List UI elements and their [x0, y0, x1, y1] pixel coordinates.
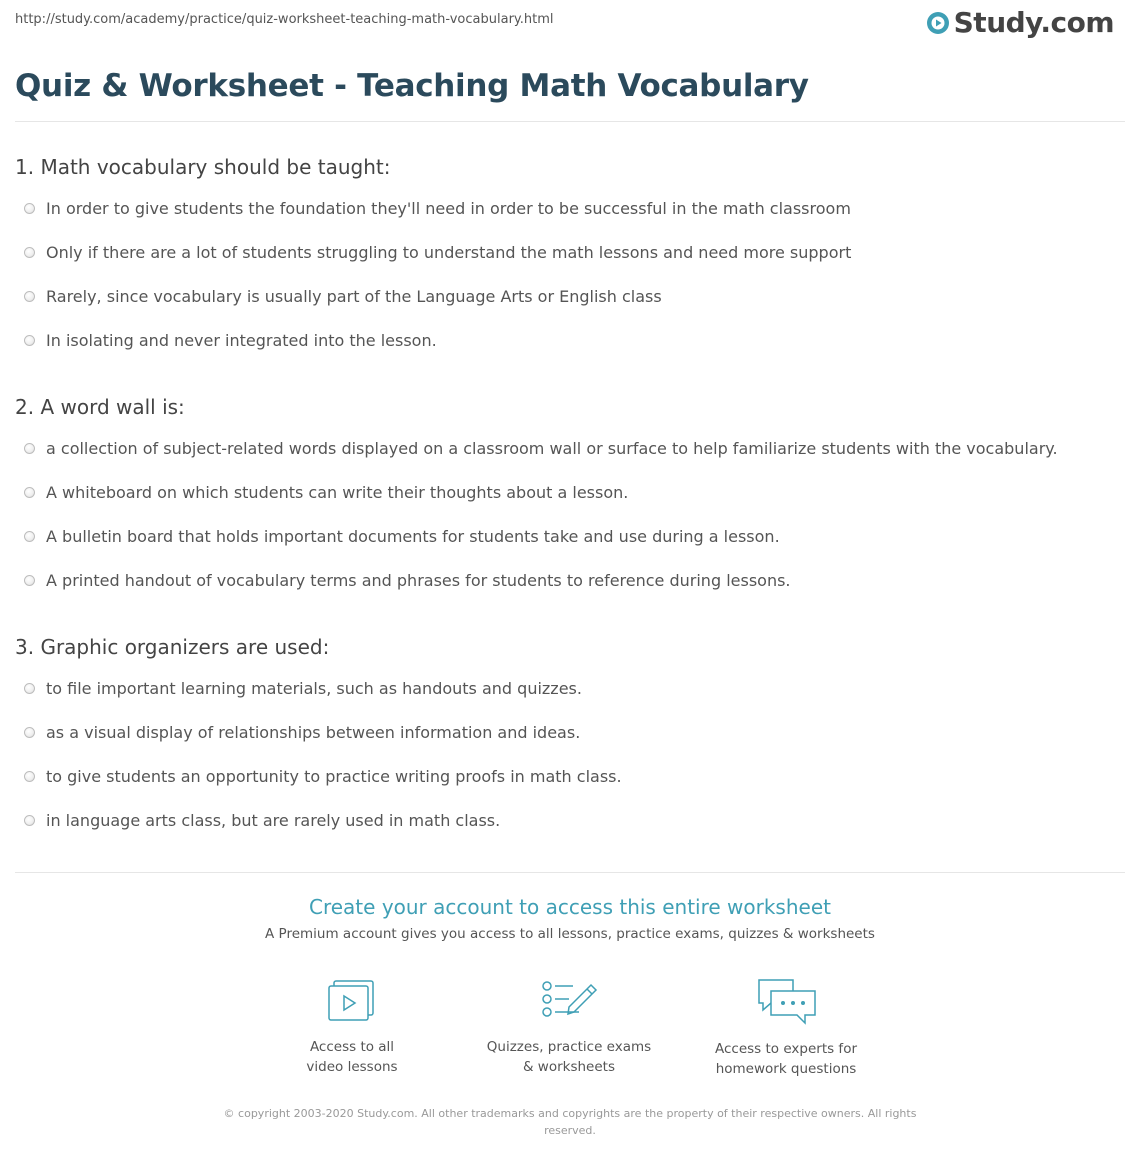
answer-option[interactable]: [24, 439, 1058, 458]
radio-button[interactable]: [24, 335, 35, 346]
radio-button[interactable]: [24, 203, 35, 214]
answer-option[interactable]: [24, 483, 628, 502]
feature-label: Quizzes, practice exams & worksheets: [486, 1039, 652, 1075]
answer-text: A whiteboard on which students can write their thoughts about a lesson.: [46, 483, 629, 502]
video-lessons-icon: [325, 977, 379, 1025]
chat-bubbles-icon: [753, 977, 819, 1027]
answer-option[interactable]: [24, 571, 791, 590]
radio-button[interactable]: [24, 247, 35, 258]
question-3-title: 3. Graphic organizers are used:: [15, 635, 330, 659]
checklist-pencil-icon: [539, 977, 599, 1025]
radio-button[interactable]: [24, 531, 35, 542]
title-divider: [15, 121, 1125, 122]
study-logo[interactable]: [926, 6, 1114, 39]
radio-button[interactable]: [24, 443, 35, 454]
answer-text: as a visual display of relationships between information and ideas.: [46, 723, 581, 742]
answer-text: Only if there are a lot of students struggling to understand the math lessons and need more support: [46, 243, 852, 262]
answer-option[interactable]: [24, 679, 582, 698]
answer-option[interactable]: [24, 527, 780, 546]
page-title: Quiz & Worksheet - Teaching Math Vocabulary: [15, 68, 809, 104]
radio-button[interactable]: [24, 291, 35, 302]
radio-button[interactable]: [24, 487, 35, 498]
answer-option[interactable]: [24, 243, 851, 262]
cta-subtitle: A Premium account gives you access to all lessons, practice exams, quizzes & worksheets: [265, 926, 875, 942]
radio-button[interactable]: [24, 683, 35, 694]
feature-experts: [696, 977, 876, 1079]
answer-option[interactable]: [24, 811, 500, 830]
answer-option[interactable]: [24, 287, 662, 306]
feature-label: Access to experts for homework questions: [714, 1041, 857, 1077]
question-1-title: 1. Math vocabulary should be taught:: [15, 155, 391, 179]
answer-text: Rarely, since vocabulary is usually part of the Language Arts or English class: [46, 287, 662, 306]
question-2-title: 2. A word wall is:: [15, 395, 185, 419]
radio-button[interactable]: [24, 575, 35, 586]
feature-quizzes: [479, 977, 659, 1077]
answer-text: in language arts class, but are rarely used in math class.: [46, 811, 501, 830]
radio-button[interactable]: [24, 815, 35, 826]
play-circle-icon: [926, 11, 950, 35]
answer-text: A printed handout of vocabulary terms and phrases for students to reference during lessons.: [46, 571, 791, 590]
answer-text: A bulletin board that holds important documents for students take and use during a lesson.: [46, 527, 780, 546]
answer-text: to file important learning materials, such as handouts and quizzes.: [46, 679, 582, 698]
logo-text: Study.com: [953, 6, 1114, 39]
answer-option[interactable]: [24, 331, 437, 350]
page-url: http://study.com/academy/practice/quiz-worksheet-teaching-math-vocabulary.html: [15, 12, 554, 27]
answer-text: In isolating and never integrated into the lesson.: [46, 331, 437, 350]
answer-text: to give students an opportunity to practice writing proofs in math class.: [46, 767, 622, 786]
answer-option[interactable]: [24, 767, 622, 786]
answer-text: a collection of subject-related words displayed on a classroom wall or surface to help familiarize students with the vocabulary.: [46, 439, 1058, 458]
radio-button[interactable]: [24, 771, 35, 782]
cta-divider: [15, 872, 1125, 873]
radio-button[interactable]: [24, 727, 35, 738]
feature-label: Access to all video lessons: [306, 1039, 398, 1075]
answer-option[interactable]: [24, 723, 580, 742]
answer-text: In order to give students the foundation they'll need in order to be successful in the math classroom: [46, 199, 851, 218]
copyright-notice: © copyright 2003-2020 Study.com. All other trademarks and copyrights are the property of their respective owners. All rights reserved.: [223, 1107, 917, 1137]
answer-option[interactable]: [24, 199, 851, 218]
create-account-link[interactable]: Create your account to access this entire worksheet: [309, 895, 831, 919]
feature-video-lessons: [262, 977, 442, 1077]
